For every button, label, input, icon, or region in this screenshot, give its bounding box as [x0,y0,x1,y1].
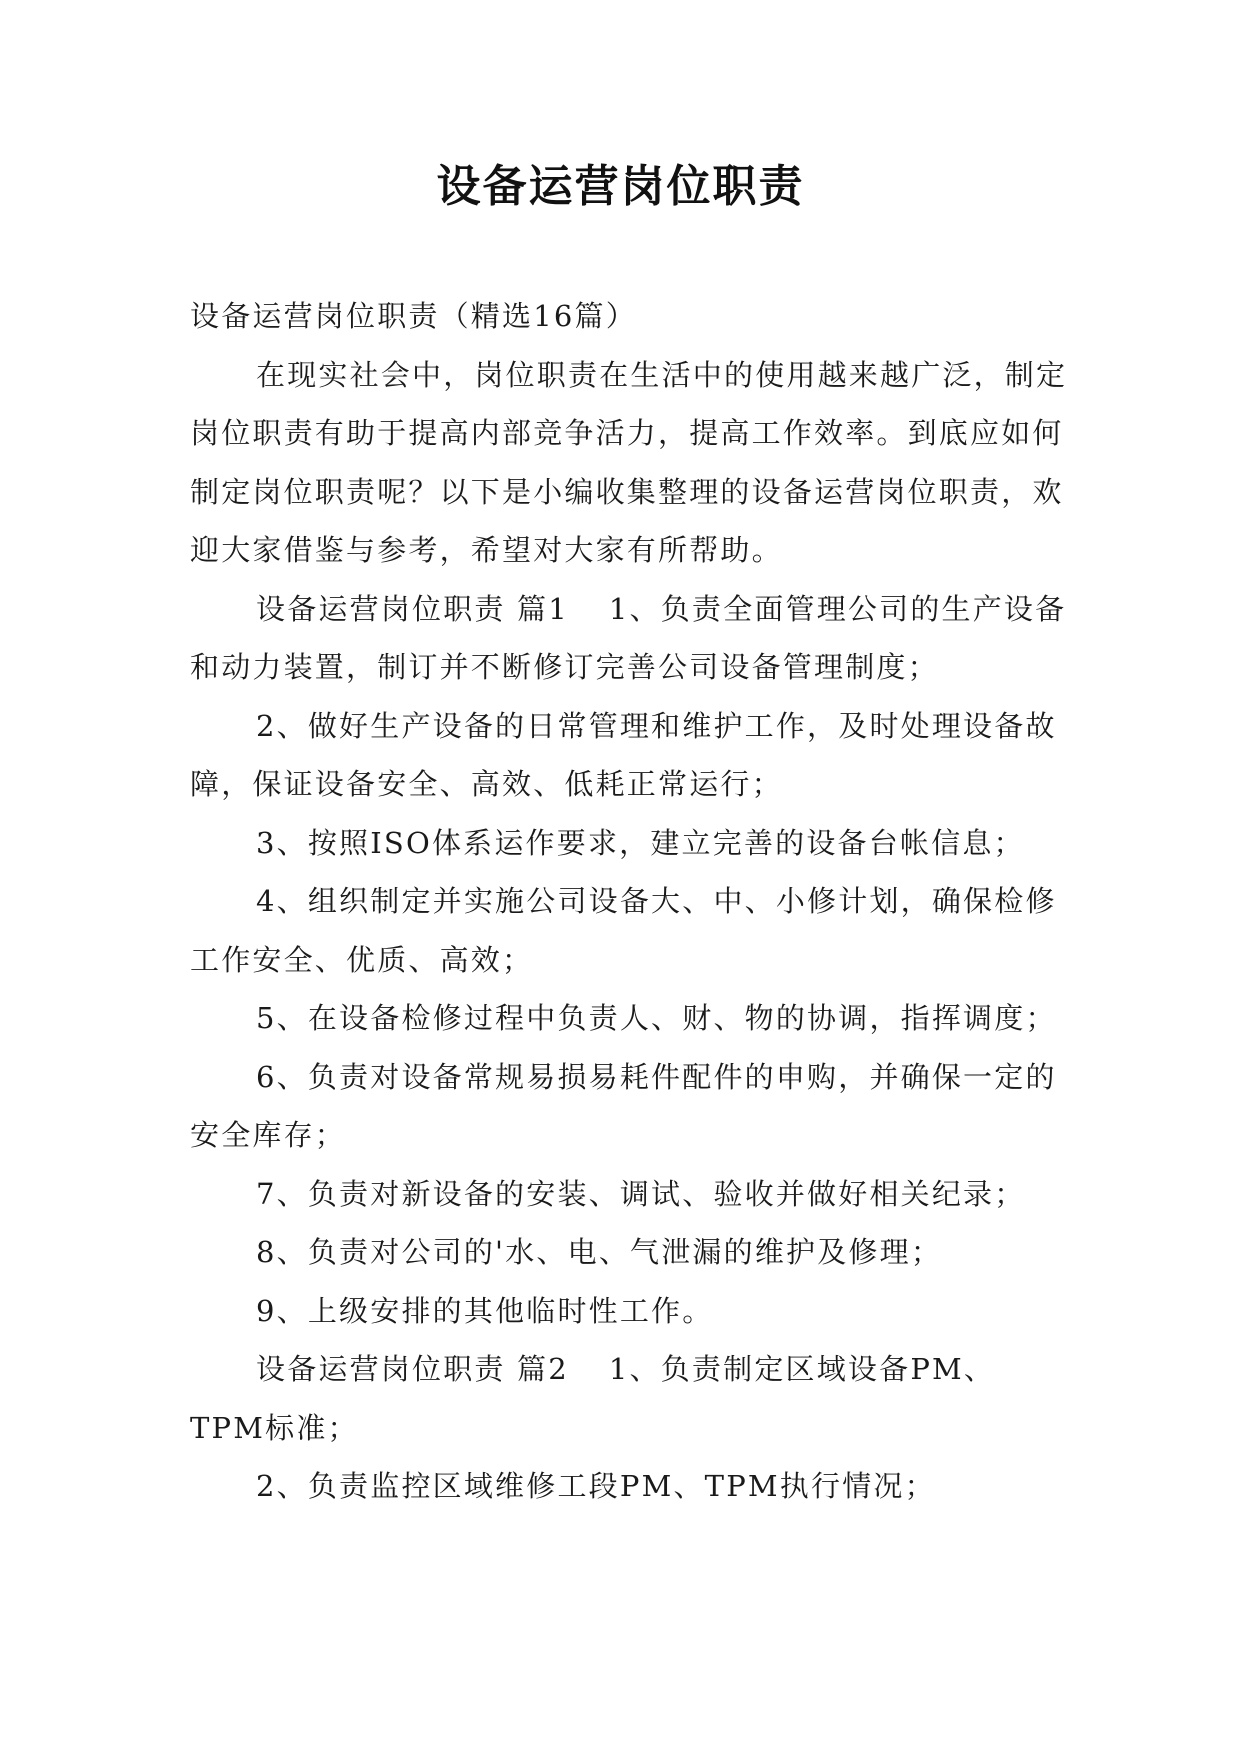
section-1-heading: 设备运营岗位职责 篇1 [256,591,569,626]
section-1-item-8: 8、负责对公司的'水、电、气泄漏的维护及修理； [256,1235,943,1269]
document-title: 设备运营岗位职责 [436,161,805,212]
section-1-item-4: 4、组织制定并实施公司设备大、中、小修计划，确保检修工作安全、优质、高效； [190,884,1057,977]
document-body [190,287,1070,1516]
section-2-item-2: 2、负责监控区域维修工段PM、TPM执行情况； [256,1469,936,1503]
intro-paragraph: 在现实社会中，岗位职责在生活中的使用越来越广泛，制定岗位职责有助于提高内部竞争活力，提高工作效率。到底应如何制定岗位职责呢？以下是小编收集整理的设备运营岗位职责，欢迎大家借鉴与参考，希望对大家有所帮助。 [190,357,1068,567]
section-1-item-9: 9、上级安排的其他临时性工作。 [256,1293,714,1328]
section-1-item-7: 7、负责对新设备的安装、调试、验收并做好相关纪录； [256,1176,1026,1211]
section-1-item-5: 5、在设备检修过程中负责人、财、物的协调，指挥调度； [256,1001,1057,1035]
section-1-item-3: 3、按照ISO体系运作要求，建立完善的设备台帐信息； [256,825,1025,860]
document-subtitle: 设备运营岗位职责（精选16篇） [190,299,637,333]
section-1-item-1: 1、负责全面管理公司的生产设备和动力装置，制订并不断修订完善公司设备管理制度； [190,591,1067,684]
section-1-item-6: 6、负责对设备常规易损易耗件配件的申购，并确保一定的安全库存； [190,1059,1057,1152]
section-2-heading: 设备运营岗位职责 篇2 [256,1352,569,1386]
section-1-paragraph [190,580,1070,697]
section-1-item-2: 2、做好生产设备的日常管理和维护工作，及时处理设备故障，保证设备安全、高效、低耗正常运行； [190,708,1057,801]
section-2-item-1: 1、负责制定区域设备PM、TPM标准； [190,1352,996,1445]
section-2-paragraph [190,1340,1070,1457]
